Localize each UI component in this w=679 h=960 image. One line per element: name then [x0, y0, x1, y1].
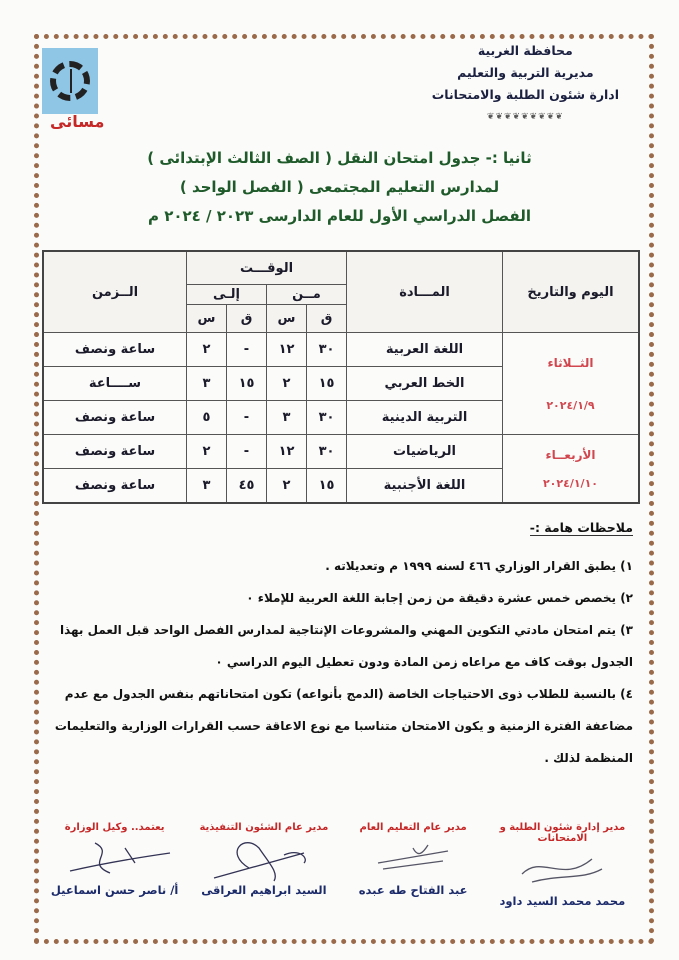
signatory-title: مدير إدارة شئون الطلبة و الامتحانات — [499, 822, 626, 844]
subject: التربية الدينية — [347, 401, 503, 435]
from-min: ١٥ — [307, 469, 347, 504]
to-hour: ٥ — [187, 401, 227, 435]
title-line-1: ثانيا :- جدول امتحان النقل ( الصف الثالث الإبتدائى ) — [147, 149, 532, 167]
duration: ساعة ونصف — [43, 469, 187, 504]
note-item: ١) يطبق القرار الوزاري ٤٦٦ لسنه ١٩٩٩ م وتعديلاته . — [325, 559, 633, 573]
header-subject: المـــادة — [347, 251, 503, 333]
duration: ســــاعة — [43, 367, 187, 401]
day-name: الأربعــاء — [545, 447, 596, 462]
day-cell — [503, 333, 640, 435]
signatory-title: يعتمد.. وكيل الوزارة — [64, 822, 165, 833]
to-min: - — [227, 435, 267, 469]
header-to-hour: س — [187, 305, 227, 333]
duration: ساعة ونصف — [43, 333, 187, 367]
from-hour: ٢ — [267, 469, 307, 504]
signatory-name: محمد محمد السيد داود — [499, 894, 626, 908]
directorate: مديرية التربية والتعليم — [457, 65, 594, 80]
signature-block — [488, 822, 637, 908]
header-from-hour: س — [267, 305, 307, 333]
exam-schedule-table — [42, 250, 640, 504]
to-min: - — [227, 401, 267, 435]
subject: اللغة العربية — [347, 333, 503, 367]
signatory-name: عبد الفتاح طه عبده — [358, 883, 468, 897]
letterhead — [432, 40, 619, 128]
header-time: الوقـــت — [187, 251, 347, 285]
handwritten-signature — [189, 833, 338, 883]
ornament-divider: ❦❦❦❦❦❦❦❦❦ — [486, 112, 564, 122]
note-item: ٤) بالنسبة للطلاب ذوى الاحتياجات الخاصة (الدمج بأنواعه) تكون امتحاناتهم بنفس الجدول مع عدم مضاعفة الفترة الزمنية و يكون الامتحان متناسبا مع نوع الاعاقة حسب القرارات الوزارية والتعليمات المنظمة لذلك . — [54, 687, 633, 765]
from-min: ١٥ — [307, 367, 347, 401]
day-cell — [503, 435, 640, 504]
to-hour: ٣ — [187, 469, 227, 504]
from-hour: ٢ — [267, 367, 307, 401]
subject: الرياضيات — [347, 435, 503, 469]
signatory-title: مدير عام التعليم العام — [359, 822, 467, 833]
header-to: إلـى — [187, 285, 267, 305]
subject: اللغة الأجنبية — [347, 469, 503, 504]
from-min: ٣٠ — [307, 401, 347, 435]
duration: ساعة ونصف — [43, 435, 187, 469]
header-from: مــن — [267, 285, 347, 305]
duration: ساعة ونصف — [43, 401, 187, 435]
to-hour: ٣ — [187, 367, 227, 401]
session-label: مسائى — [50, 112, 105, 131]
to-min: ١٥ — [227, 367, 267, 401]
subject: الخط العربي — [347, 367, 503, 401]
to-hour: ٢ — [187, 435, 227, 469]
exam-date: ٢٠٢٤/١/٩ — [546, 398, 595, 412]
day-name: الثــلاثاء — [547, 355, 594, 370]
directorate-logo — [42, 48, 98, 114]
header-day-date: اليوم والتاريخ — [503, 251, 640, 333]
signatory-title: مدير عام الشئون التنفيذية — [199, 822, 329, 833]
notes-title: ملاحظات هامة :- — [529, 520, 633, 535]
handwritten-signature — [488, 844, 637, 894]
title-line-3: الفصل الدراسي الأول للعام الدارسى ٢٠٢٣ / ٢٠٢٤ م — [147, 207, 532, 225]
from-hour: ١٢ — [267, 435, 307, 469]
signature-block — [189, 822, 338, 908]
from-hour: ١٢ — [267, 333, 307, 367]
table-row — [43, 435, 639, 469]
signature-block — [40, 822, 189, 908]
signatory-name: السيد ابراهيم العراقى — [201, 883, 327, 897]
exam-date: ٢٠٢٤/١/١٠ — [542, 476, 599, 490]
from-min: ٣٠ — [307, 435, 347, 469]
handwritten-signature — [339, 833, 488, 883]
to-min: - — [227, 333, 267, 367]
note-item: ٢) يخصص خمس عشرة دقيقة من زمن إجابة اللغة العربية للإملاء ٠ — [246, 591, 633, 605]
header-from-min: ق — [307, 305, 347, 333]
header-duration: الــزمن — [43, 251, 187, 333]
to-hour: ٢ — [187, 333, 227, 367]
document-titles — [0, 144, 679, 231]
table-row — [43, 333, 639, 367]
governorate: محافظة الغربية — [477, 43, 573, 58]
header-to-min: ق — [227, 305, 267, 333]
signatures — [40, 822, 637, 908]
note-item: ٣) يتم امتحان مادتي التكوين المهني والمشروعات الإنتاجية لمدارس الفصل الواحد قبل العمل بهذا الجدول بوقت كاف مع مراعاه زمن المادة ودون تعطيل اليوم الدراسي ٠ — [59, 623, 633, 669]
from-hour: ٣ — [267, 401, 307, 435]
gear-minaret-icon — [50, 61, 90, 101]
signature-block — [339, 822, 488, 908]
department: ادارة شئون الطلبة والامتحانات — [431, 87, 619, 102]
title-line-2: لمدارس التعليم المجتمعى ( الفصل الواحد ) — [179, 178, 500, 196]
handwritten-signature — [40, 833, 189, 883]
from-min: ٣٠ — [307, 333, 347, 367]
to-min: ٤٥ — [227, 469, 267, 504]
signatory-name: أ/ ناصر حسن اسماعيل — [50, 883, 179, 897]
notes-section — [40, 520, 633, 774]
